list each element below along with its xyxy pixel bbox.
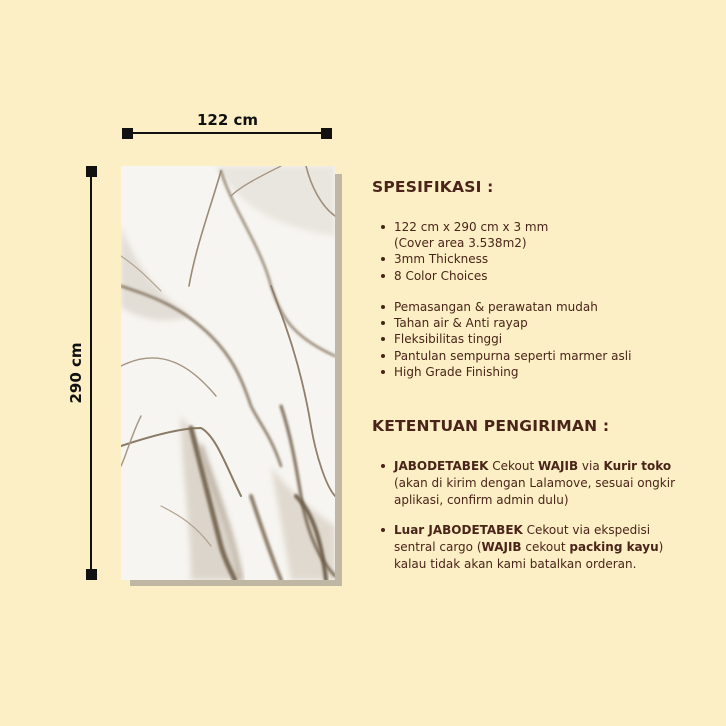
- shipping-required: WAJIB: [538, 459, 579, 473]
- marble-panel: [121, 166, 335, 580]
- height-dimension-cap-top: [86, 166, 97, 177]
- shipping-text: Cekout via ekspedisi sentral cargo (: [394, 523, 651, 554]
- shipping-text: cekout: [521, 540, 570, 554]
- height-dimension-line: [90, 172, 92, 576]
- spec-item-flexibility: Fleksibilitas tinggi: [381, 331, 631, 347]
- height-dimension-cap-bottom: [86, 569, 97, 580]
- width-dimension-line: [127, 132, 327, 134]
- width-dimension-cap-left: [122, 128, 133, 139]
- shipping-text: ) kalau tidak akan kami batalkan orderan.: [394, 540, 664, 571]
- marble-texture: [121, 166, 335, 580]
- shipping-text: via: [578, 459, 604, 473]
- shipping-rule-outside-jabodetabek: [381, 522, 694, 573]
- shipping-region-outside: Luar JABODETABEK: [394, 523, 523, 537]
- shipping-wood-packing: packing kayu: [569, 540, 659, 554]
- shipping-rule-jabodetabek: [381, 458, 694, 509]
- spec-item-waterproof: Tahan air & Anti rayap: [381, 315, 631, 331]
- spec-list-dimensions: [381, 219, 548, 284]
- spec-item-thickness: 3mm Thickness: [381, 251, 548, 267]
- spec-item-size: 122 cm x 290 cm x 3 mm: [381, 219, 548, 235]
- spec-item-cover-area: (Cover area 3.538m2): [394, 236, 527, 251]
- width-dimension-label: 122 cm: [197, 111, 259, 129]
- shipping-text: (akan di kirim dengan Lalamove, sesuai ongkir aplikasi, confirm admin dulu): [394, 476, 676, 507]
- spec-item-installation: Pemasangan & perawatan mudah: [381, 299, 631, 315]
- shipping-courier: Kurir toko: [603, 459, 672, 473]
- shipping-required: WAJIB: [481, 540, 522, 554]
- spec-item-colors: 8 Color Choices: [381, 268, 548, 284]
- spec-item-finishing: High Grade Finishing: [381, 364, 631, 380]
- width-dimension-cap-right: [321, 128, 332, 139]
- shipping-region-jabodetabek: JABODETABEK: [394, 459, 489, 473]
- marble-veins: [121, 166, 335, 580]
- spesifikasi-title: SPESIFIKASI :: [372, 178, 494, 196]
- spec-list-features: [381, 299, 631, 380]
- shipping-text: Cekout: [488, 459, 539, 473]
- spec-item-reflection: Pantulan sempurna seperti marmer asli: [381, 348, 631, 364]
- pengiriman-title: KETENTUAN PENGIRIMAN :: [372, 417, 610, 435]
- height-dimension-text: 290 cm: [67, 342, 85, 404]
